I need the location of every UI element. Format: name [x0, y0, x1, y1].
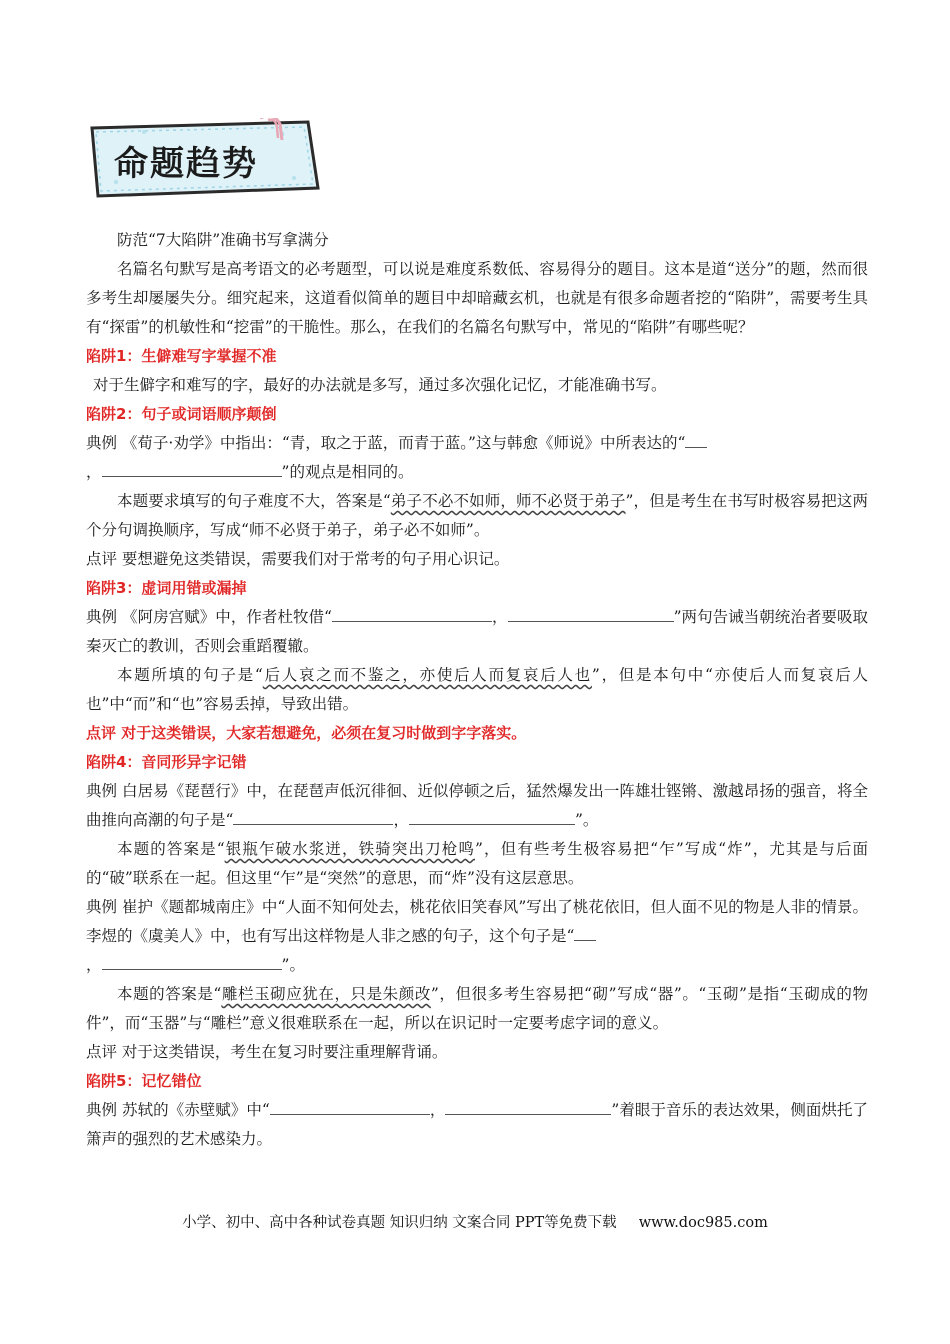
- trap3-comment: 点评 对于这类错误，大家若想避免，必须在复习时做到字字落实。: [86, 724, 527, 742]
- answer-blank: [508, 607, 674, 622]
- answer-blank: [445, 1100, 611, 1115]
- example-text: 典例 苏轼的《赤壁赋》中“: [86, 1101, 270, 1119]
- trap4-example2: [86, 893, 868, 980]
- answer-blank: [233, 810, 393, 825]
- trap2-example: [86, 429, 868, 487]
- example-text: ”。: [281, 956, 305, 974]
- trap4-example1: [86, 777, 868, 835]
- example-text: 典例 《荀子·劝学》中指出：“青，取之于蓝，而青于蓝。”这与韩愈《师说》中所表达的“: [86, 434, 686, 452]
- answer-text: 银瓶乍破水浆迸，铁骑突出刀枪鸣: [224, 840, 475, 858]
- trap3-example: [86, 603, 868, 661]
- answer-blank: [409, 810, 575, 825]
- footer-text: 小学、初中、高中各种试卷真题 知识归纳 文案合同 PPT等免费下载: [182, 1215, 617, 1231]
- trap3-heading: 陷阱3：虚词用错或漏掉: [86, 579, 247, 597]
- answer-blank: [102, 462, 282, 477]
- intro-paragraph: 名篇名句默写是高考语文的必考题型，可以说是难度系数低、容易得分的题目。这本是道“送分”的题，然而很多考生却屡屡失分。细究起来，这道看似简单的题目中却暗藏玄机，也就是有很多命题者挖的“陷阱”，需要考生具有“探雷”的机敏性和“挖雷”的干脆性。那么，在我们的名篇名句默写中，常见的“陷阱”有哪些呢？: [86, 260, 868, 336]
- example-text: ”的观点是相同的。: [281, 463, 414, 481]
- analysis-text: ”，但是考生在书写时极容易把这两个分句调换顺序，写成“师不必贤于弟子，弟子必不如师”。: [86, 492, 868, 539]
- example-text: ，: [429, 1101, 446, 1119]
- trap4-comment: 点评 对于这类错误，考生在复习时要注重理解背诵。: [86, 1043, 448, 1061]
- trap4-heading: 陷阱4：音同形异字记错: [86, 753, 247, 771]
- section-banner: [86, 118, 326, 200]
- trap2-analysis: [86, 487, 868, 545]
- footer-link[interactable]: www.doc985.com: [638, 1215, 768, 1231]
- answer-blank: [332, 607, 492, 622]
- trap2-comment: 点评 要想避免这类错误，需要我们对于常考的句子用心识记。: [86, 550, 510, 568]
- example-text: ，: [492, 608, 508, 626]
- analysis-text: ”，但很多考生容易把“砌”写成“器”。“玉砌”是指“玉砌成的物件”，而“玉器”与“雕栏”意义很难联系在一起，所以在识记时一定要考虑字词的意义。: [86, 985, 868, 1032]
- example-text: 典例 崔护《题都城南庄》中“人面不知何处去，桃花依旧笑春风”写出了桃花依旧，但人面不见的物是人非的情景。李煜的《虞美人》中，也有写出这样物是人非之感的句子，这个句子是“: [86, 898, 868, 945]
- example-text: ”着眼于音乐的表达效果，侧面烘托了箫声的强烈的艺术感染力。: [86, 1101, 868, 1148]
- example-text: ，: [86, 463, 102, 481]
- analysis-text: 本题的答案是“: [117, 840, 225, 858]
- answer-blank: [102, 955, 282, 970]
- answer-text: 雕栏玉砌应犹在，只是朱颜改: [221, 985, 431, 1003]
- example-text: 典例 《阿房宫赋》中，作者杜牧借“: [86, 608, 332, 626]
- intro-title: 防范“7大陷阱”准确书写拿满分: [117, 231, 329, 249]
- example-text: 典例 白居易《琵琶行》中，在琵琶声低沉徘徊、近似停顿之后，猛然爆发出一阵雄壮铿锵、激越昂扬的强音，将全曲推向高潮的句子是“: [86, 782, 868, 829]
- example-text: ，: [86, 956, 102, 974]
- analysis-text: 本题要求填写的句子难度不大，答案是“: [117, 492, 391, 510]
- trap4-analysis2: [86, 980, 868, 1038]
- example-text: ，: [393, 811, 409, 829]
- trap5-heading: 陷阱5：记忆错位: [86, 1072, 202, 1090]
- answer-blank: [574, 926, 596, 941]
- trap3-analysis: [86, 661, 868, 719]
- trap1-text: 对于生僻字和难写的字，最好的办法就是多写，通过多次强化记忆，才能准确书写。: [93, 376, 667, 394]
- analysis-text: 本题所填的句子是“: [117, 666, 263, 684]
- trap1-heading: 陷阱1：生僻难写字掌握不准: [86, 347, 277, 365]
- analysis-text: 本题的答案是“: [117, 985, 222, 1003]
- trap2-heading: 陷阱2：句子或词语顺序颠倒: [86, 405, 277, 423]
- page-footer: [0, 1211, 950, 1232]
- article-body: [86, 226, 868, 1154]
- analysis-text: ”，但是本句中“亦使后人而复哀后人也”中“而”和“也”容易丢掉，导致出错。: [86, 666, 868, 713]
- trap5-example: [86, 1096, 868, 1154]
- answer-blank: [685, 433, 707, 448]
- answer-text: 后人哀之而不鉴之，亦使后人而复哀后人也: [262, 666, 592, 684]
- trap4-analysis1: [86, 835, 868, 893]
- example-text: ”。: [574, 811, 599, 829]
- answer-blank: [270, 1100, 430, 1115]
- example-text: ”两句告诫当朝统治者要吸取秦灭亡的教训，否则会重蹈覆辙。: [86, 608, 868, 655]
- banner-title: 命题趋势: [114, 144, 258, 184]
- answer-text: 弟子不必不如师，师不必贤于弟子: [390, 492, 626, 510]
- analysis-text: ”，但有些考生极容易把“乍”写成“炸”，尤其是与后面的“破”联系在一起。但这里“乍”是“突然”的意思，而“炸”没有这层意思。: [86, 840, 868, 887]
